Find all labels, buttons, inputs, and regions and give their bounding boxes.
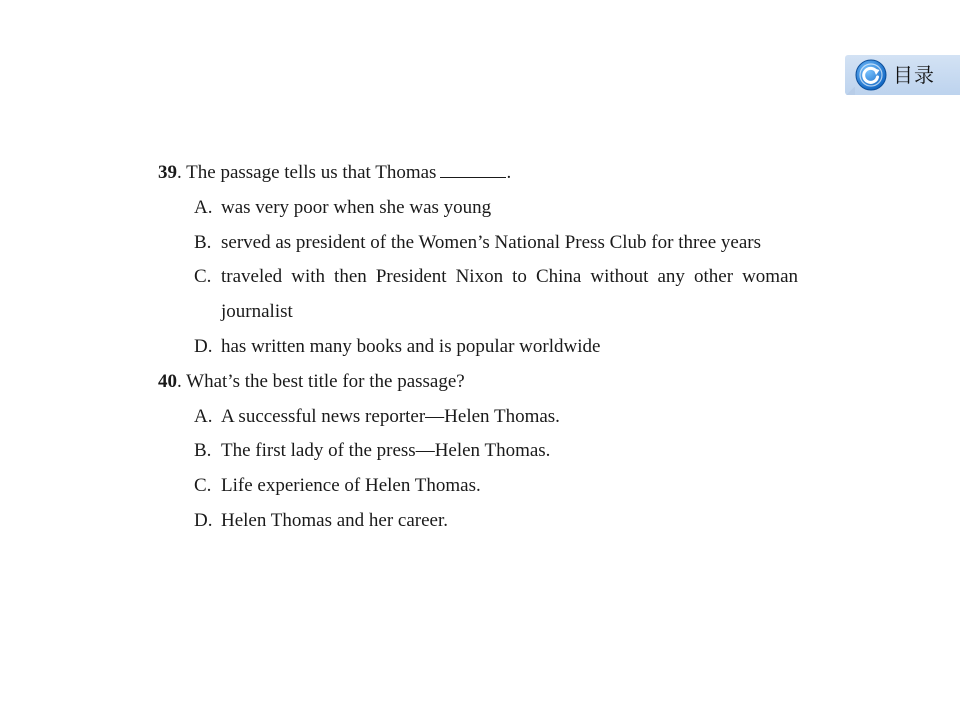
option-39-a — [158, 191, 798, 226]
option-letter: C. — [194, 266, 212, 288]
toc-button[interactable] — [845, 55, 960, 95]
option-text: Life experience of Helen Thomas. — [221, 475, 481, 497]
option-text: The first lady of the press—Helen Thomas. — [221, 440, 551, 462]
option-39-d — [158, 330, 798, 365]
option-40-c — [158, 469, 798, 504]
question-number: 40 — [158, 370, 177, 392]
option-letter: D. — [194, 335, 213, 357]
option-39-b — [158, 226, 798, 261]
option-letter: B. — [194, 231, 212, 253]
option-letter: A. — [194, 405, 213, 427]
option-letter: A. — [194, 196, 213, 218]
option-letter: C. — [194, 475, 212, 497]
refresh-circle-icon — [855, 59, 887, 91]
option-39-c — [158, 260, 798, 330]
option-text: has written many books and is popular worldwide — [221, 335, 601, 357]
option-text: A successful news reporter—Helen Thomas. — [221, 405, 560, 427]
option-text: traveled with then President Nixon to China without any other woman journalist — [221, 266, 798, 323]
question-block — [158, 155, 798, 539]
option-40-d — [158, 504, 798, 539]
toc-label: 目录 — [893, 63, 935, 87]
question-39-stem — [158, 155, 798, 191]
option-40-a — [158, 400, 798, 435]
question-number: 39 — [158, 162, 177, 183]
option-text: Helen Thomas and her career. — [221, 509, 449, 531]
question-40-stem — [158, 365, 798, 400]
option-letter: D. — [194, 509, 213, 531]
question-stem-text: . The passage tells us that Thomas — [177, 162, 437, 183]
question-stem-end: . — [506, 162, 512, 183]
answer-blank — [440, 155, 506, 178]
option-letter: B. — [194, 440, 212, 462]
option-40-b — [158, 434, 798, 469]
question-stem-text: . What’s the best title for the passage? — [177, 370, 465, 392]
option-text: was very poor when she was young — [221, 196, 492, 218]
option-text: served as president of the Women’s National Press Club for three years — [221, 231, 762, 253]
